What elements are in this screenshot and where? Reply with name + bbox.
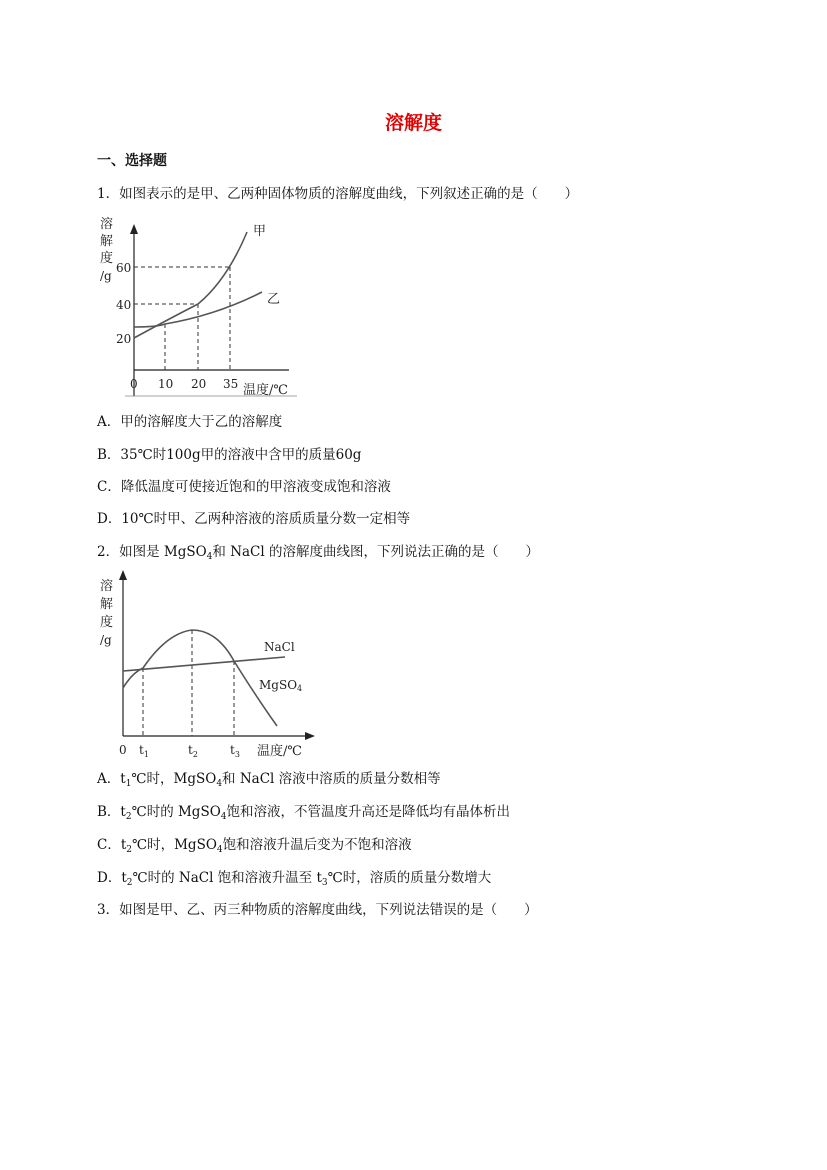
page-title: 溶解度 bbox=[384, 112, 442, 134]
q2-ylabel-4: /g bbox=[100, 633, 112, 647]
q1-label-jia: 甲 bbox=[253, 224, 267, 239]
q2-xtick-t3: $t_3$ bbox=[230, 743, 240, 759]
section-heading: 一、选择题 bbox=[97, 153, 167, 169]
q1-ytick-20: 20 bbox=[116, 332, 132, 346]
q1-option-c: C．降低温度可使接近饱和的甲溶液变成饱和溶液 bbox=[97, 479, 391, 495]
q2-ylabel-2: 解 bbox=[100, 597, 114, 612]
q1-ytick-40: 40 bbox=[116, 298, 132, 312]
q2-option-a: A．$t_1℃$时，MgSO$_4$和 NaCl 溶液中溶质的质量分数相等 bbox=[97, 771, 441, 789]
q1-ytick-60: 60 bbox=[116, 261, 132, 275]
q2-xtick-t1: $t_1$ bbox=[139, 743, 149, 759]
q2-option-d: D．$t_2℃$时的 NaCl 饱和溶液升温至 $t_3℃$时，溶质的质量分数增大 bbox=[97, 870, 492, 888]
q1-xtick-10: 10 bbox=[158, 377, 174, 391]
q2-option-b: B．$t_2℃$时的 MgSO$_4$饱和溶液，不管温度升高还是降低均有晶体析出 bbox=[97, 804, 511, 822]
q2-stem: 2．如图是 MgSO$_4$和 NaCl 的溶解度曲线图，下列说法正确的是（ ） bbox=[97, 544, 539, 562]
q1-y-arrow bbox=[130, 224, 138, 234]
q2-option-c: C．$t_2℃$时，MgSO$_4$饱和溶液升温后变为不饱和溶液 bbox=[97, 837, 412, 855]
q1-option-b: B．35℃时100g甲的溶液中含甲的质量60g bbox=[97, 447, 362, 463]
q1-label-yi: 乙 bbox=[267, 292, 281, 307]
q2-ylabel-3: 度 bbox=[100, 615, 114, 630]
q2-label-nacl: NaCl bbox=[264, 640, 295, 654]
q1-ylabel-4: /g bbox=[100, 269, 112, 283]
q2-ylabel-1: 溶 bbox=[100, 579, 114, 594]
q1-xlabel: 温度/℃ bbox=[243, 383, 288, 398]
q1-ylabel-1: 溶 bbox=[100, 217, 114, 232]
q1-xtick-20: 20 bbox=[191, 377, 207, 391]
q2-xtick-t2: $t_2$ bbox=[188, 743, 198, 759]
q1-option-a: A．甲的溶解度大于乙的溶解度 bbox=[97, 414, 283, 430]
q2-x-arrow bbox=[305, 732, 315, 740]
q2-xlabel: 温度/℃ bbox=[257, 744, 302, 759]
q2-solubility-figure bbox=[97, 568, 317, 763]
q2-xtick-0: 0 bbox=[119, 743, 127, 757]
q3-stem: 3．如图是甲、乙、丙三种物质的溶解度曲线，下列说法错误的是（ ） bbox=[97, 902, 538, 918]
q2-y-arrow bbox=[119, 570, 127, 580]
q2-label-mgso4: MgSO4 bbox=[259, 678, 303, 693]
q1-xtick-35: 35 bbox=[223, 377, 239, 391]
q2-curve-mgso4 bbox=[123, 630, 277, 726]
q1-ylabel-3: 度 bbox=[100, 251, 114, 266]
q1-ylabel-2: 解 bbox=[100, 234, 114, 249]
q1-option-d: D．10℃时甲、乙两种溶液的溶质质量分数一定相等 bbox=[97, 511, 411, 527]
q2-curve-nacl bbox=[123, 657, 285, 671]
q1-solubility-figure bbox=[97, 210, 297, 410]
q1-stem: 1．如图表示的是甲、乙两种固体物质的溶解度曲线，下列叙述正确的是（ ） bbox=[97, 186, 579, 202]
q1-xtick-0: 0 bbox=[130, 377, 138, 391]
